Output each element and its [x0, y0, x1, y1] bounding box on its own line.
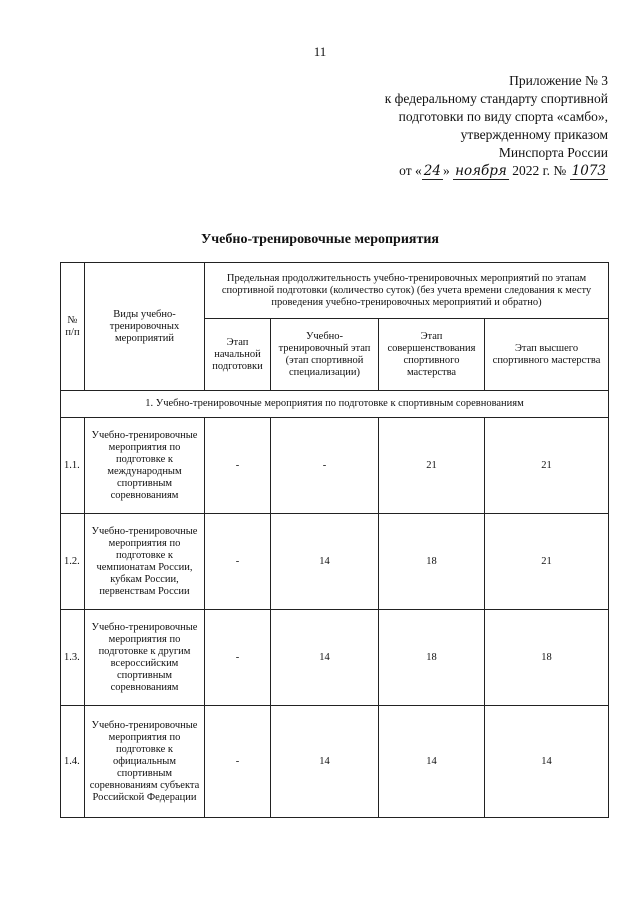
row-stage-3: 21 — [379, 418, 485, 514]
row-stage-3: 14 — [379, 706, 485, 818]
row-stage-4: 21 — [485, 514, 609, 610]
header-stage-4: Этап высшего спортивного мастерства — [485, 319, 609, 391]
header-row — [61, 263, 609, 319]
row-stage-1: - — [205, 418, 271, 514]
table-row — [61, 706, 609, 818]
row-num: 1.1. — [61, 418, 85, 514]
row-stage-4: 21 — [485, 418, 609, 514]
appendix-line-3: подготовки по виду спорта «самбо», — [398, 109, 608, 124]
table-row — [61, 514, 609, 610]
order-number-handwritten: 1073 — [571, 163, 606, 179]
row-stage-2: 14 — [271, 706, 379, 818]
row-num: 1.2. — [61, 514, 85, 610]
appendix-line-1: Приложение № 3 — [509, 73, 608, 88]
header-type: Виды учебно-тренировочных мероприятий — [85, 263, 205, 391]
page-number: 11 — [313, 44, 327, 59]
row-stage-3: 18 — [379, 610, 485, 706]
row-num: 1.4. — [61, 706, 85, 818]
row-stage-2: 14 — [271, 610, 379, 706]
order-day-handwritten: 24 — [423, 163, 441, 179]
row-stage-2: - — [271, 418, 379, 514]
row-stage-1: - — [205, 610, 271, 706]
order-prefix: от « — [399, 163, 422, 178]
section-row — [61, 391, 609, 418]
row-name: Учебно-тренировочные мероприятия по подготовке к официальным спортивным соревнованиям субъекта Российской Федерации — [85, 706, 205, 818]
header-stage-2: Учебно-тренировочный этап (этап спортивной специализации) — [271, 319, 379, 391]
order-mid: » — [442, 163, 450, 178]
header-num: № п/п — [61, 263, 85, 391]
row-stage-1: - — [205, 514, 271, 610]
row-name: Учебно-тренировочные мероприятия по подготовке к чемпионатам России, кубкам России, первенствам России — [85, 514, 205, 610]
order-month-handwritten: ноября — [455, 163, 507, 179]
row-stage-4: 18 — [485, 610, 609, 706]
header-stage-3: Этап совершенствования спортивного мастерства — [379, 319, 485, 391]
header-group: Предельная продолжительность учебно-тренировочных мероприятий по этапам спортивной подготовки (количество суток) (без учета времени следования к месту проведения учебно-тренировочных мероприятий и обратно) — [205, 263, 609, 319]
section-title: 1. Учебно-тренировочные мероприятия по подготовке к спортивным соревнованиям — [61, 391, 609, 418]
table-row — [61, 610, 609, 706]
appendix-line-5: Минспорта России — [498, 145, 608, 160]
row-num: 1.3. — [61, 610, 85, 706]
order-year: 2022 г. № — [512, 163, 567, 178]
row-stage-3: 18 — [379, 514, 485, 610]
row-name: Учебно-тренировочные мероприятия по подготовке к другим всероссийским спортивным соревнованиям — [85, 610, 205, 706]
row-name: Учебно-тренировочные мероприятия по подготовке к международным спортивным соревнованиям — [85, 418, 205, 514]
appendix-line-4: утвержденному приказом — [460, 127, 608, 142]
row-stage-4: 14 — [485, 706, 609, 818]
table-row — [61, 418, 609, 514]
training-events-table — [60, 262, 609, 818]
document-title: Учебно-тренировочные мероприятия — [201, 232, 439, 247]
appendix-header — [288, 72, 608, 180]
appendix-line-2: к федеральному стандарту спортивной — [384, 91, 608, 106]
row-stage-2: 14 — [271, 514, 379, 610]
order-date-line — [288, 162, 608, 180]
row-stage-1: - — [205, 706, 271, 818]
header-stage-1: Этап начальной подготовки — [205, 319, 271, 391]
